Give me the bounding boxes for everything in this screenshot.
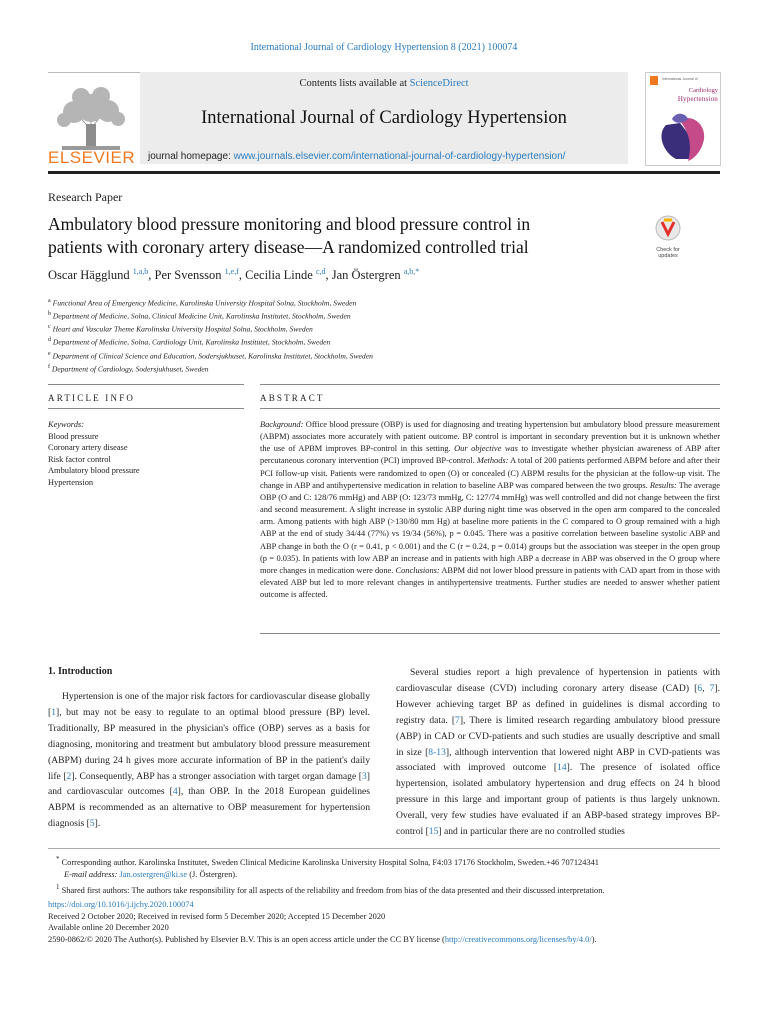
intro-paragraph	[48, 689, 370, 832]
author-affil-marks[interactable]: a,b,*	[403, 267, 420, 276]
affiliation-list	[48, 296, 373, 375]
affiliation-item	[48, 296, 373, 309]
footnote-rule	[48, 848, 720, 849]
contents-prefix: Contents lists available at	[299, 78, 410, 89]
footnote-text: Corresponding author. Karolinska Institutet, Sweden Clinical Medicine Karolinska University Hospital Solna, F4:03 17176 Stockholm, Sweden.+46 707124341	[61, 857, 599, 867]
intro-left-column	[48, 689, 370, 832]
author-name[interactable]: Oscar Hägglund	[48, 268, 130, 283]
abstract-segment: Office blood pressure (OBP) is used for diagnosing and treating hypertension but ambulatory blood pressure measurement (ABPM) associates more accurately with patient outcome. BP control is important in secondary prevention but it is unknown whether the use of APBM improves BP-control in this setting.	[260, 420, 720, 454]
badge-label	[648, 247, 688, 259]
cover-title-line2: Cardiology	[688, 87, 718, 94]
citation-link[interactable]: 8-13	[428, 746, 446, 758]
author-affil-marks[interactable]: c,d	[315, 267, 326, 276]
abstract-heading: ABSTRACT	[260, 393, 325, 403]
cover-title-line3: Hypertension	[677, 95, 718, 103]
elsevier-wordmark: ELSEVIER	[48, 148, 136, 167]
citation-link[interactable]: 3	[361, 770, 367, 782]
license-prefix: 2590-0862/© 2020 The Author(s). Published by Elsevier B.V. This is an open access article under the CC BY license (	[48, 935, 445, 945]
citation-link[interactable]: 5	[89, 818, 95, 830]
abstract-segment: Results:	[649, 480, 677, 490]
affiliation-item	[48, 335, 373, 348]
keyword: Blood pressure	[48, 431, 99, 441]
author-affil-marks[interactable]: 1,e,f	[224, 267, 239, 276]
paper-title-line-2: patients with coronary artery disease—A randomized controlled trial	[48, 237, 529, 257]
affiliation-text: Department of Medicine, Solna, Cardiology Unit, Karolinska Institutet, Stockholm, Sweden	[52, 337, 331, 347]
abstract-text	[260, 419, 720, 601]
affiliation-key: e	[48, 350, 51, 357]
abstract-bottom-rule	[260, 633, 720, 634]
author-list	[48, 267, 419, 283]
footnote-corresponding	[48, 853, 720, 869]
abstract-segment: Methods:	[476, 456, 509, 466]
citation-link[interactable]: 2	[66, 770, 72, 782]
article-info-top-rule	[48, 384, 244, 385]
badge-line-1: Check for	[656, 247, 680, 253]
text-run: ].	[94, 818, 101, 830]
journal-homepage	[148, 151, 565, 162]
text-run: ]. The presence of isolated office hypertension, isolated ambulatory hypertension and drug effects on 24 h blood pressure in this large and important group of patients is thus largely unknown. Overall, very few studies have evaluated if an ABP-based strategy improves BP-control [	[396, 762, 720, 838]
citation-link[interactable]: 7	[455, 714, 460, 726]
affiliation-text: Department of Medicine, Solna, Clinical Medicine Unit, Karolinska Institutet, Stockholm, Sweden	[52, 311, 351, 321]
citation-link[interactable]: 6	[697, 682, 703, 694]
affiliation-text: Department of Cardiology, Sodersjukhuset, Sweden	[51, 364, 209, 374]
affiliation-text: Department of Clinical Science and Education, Sodersjukhuset, Karolinska Institutet, Stockholm, Sweden	[52, 351, 373, 361]
author-separator: ,	[325, 268, 332, 283]
check-for-updates-badge[interactable]	[648, 214, 688, 258]
keyword: Hypertension	[48, 477, 94, 487]
abstract-top-rule	[260, 384, 720, 385]
article-info-sub-rule	[48, 408, 244, 409]
paper-title-line-1: Ambulatory blood pressure monitoring and blood pressure control in	[48, 214, 531, 234]
text-run: Hypertension is one of the major risk factors for cardiovascular disease globally [	[48, 691, 370, 718]
affiliation-item	[48, 362, 373, 375]
citation-link[interactable]: 4	[172, 786, 178, 798]
footnote-shared	[48, 881, 720, 897]
citation-link[interactable]: 1	[51, 706, 56, 718]
text-run: ] and cardiovascular outcomes [	[48, 770, 370, 798]
text-run: ,	[702, 682, 710, 694]
received-dates: Received 2 October 2020; Received in revised form 5 December 2020; Accepted 15 December 2020	[48, 911, 386, 921]
homepage-link[interactable]: www.journals.elsevier.com/international-journal-of-cardiology-hypertension/	[233, 151, 566, 162]
abstract-segment: Background:	[260, 420, 304, 429]
available-online: Available online 20 December 2020	[48, 923, 169, 933]
text-run: ]. Consequently, ABP has a stronger association with target organ damage [	[71, 770, 362, 782]
affiliation-item	[48, 349, 373, 362]
keyword: Coronary artery disease	[48, 443, 128, 453]
journal-title: International Journal of Cardiology Hypertension	[201, 108, 567, 128]
affiliation-key: d	[48, 337, 51, 344]
affiliation-text: Heart and Vascular Theme Karolinska University Hospital Solna, Stockholm, Sweden	[52, 324, 313, 334]
article-info-heading: ARTICLE INFO	[48, 393, 136, 403]
license-line	[48, 934, 728, 946]
text-run: ], There is limited research regarding ambulatory blood pressure (ABP) in CAD or CVD-patients and such studies are usually descriptive and small in size [	[396, 714, 720, 758]
citation-link[interactable]: 15	[428, 826, 439, 838]
header-thick-rule	[48, 171, 720, 174]
text-run: ]. However achieving target BP as defined in guidelines is dismal according to registry data. [	[396, 682, 720, 726]
email-link[interactable]: Jan.ostergren@ki.se	[119, 869, 188, 879]
keyword: Risk factor control	[48, 454, 111, 464]
author-affil-marks[interactable]: 1,a,b	[132, 267, 149, 276]
footnote-text: Shared first authors: The authors take responsibility for all aspects of the reliability and freedom from bias of the data presented and their discussed interpretation.	[61, 885, 605, 895]
author-name[interactable]: Cecilia Linde	[245, 268, 313, 283]
abstract-segment: Conclusions:	[395, 565, 440, 575]
section-heading-introduction: 1. Introduction	[48, 666, 113, 677]
license-link[interactable]: http://creativecommons.org/licenses/by/4.0/	[444, 935, 592, 945]
citation-link[interactable]: 7	[709, 682, 715, 694]
abstract-segment: A total of 200 patients performed ABPM before and after their PCI follow-up visit. Patients were randomized to open (O) or concealed (C) ABPM results for the physician at the follow-up visit. The change in ABP and antihypertensive medication in relation to baseline ABP was compared between the two groups.	[260, 456, 720, 490]
abstract-segment: to investigate whether physician awareness of ABP after percutaneous coronary intervention (PCI) improved BP-control.	[260, 444, 720, 466]
affiliation-item	[48, 309, 373, 322]
cover-title-line1: International Journal of	[662, 77, 698, 81]
citation-link[interactable]: 14	[557, 762, 567, 774]
email-suffix: (J. Östergren).	[187, 869, 238, 879]
text-run: Several studies report a high prevalence of hypertension in patients with cardiovascular disease (CVD) including coronary artery disease (CAD) [	[396, 667, 720, 694]
journal-cover[interactable]	[645, 72, 721, 166]
homepage-label: journal homepage:	[148, 151, 234, 162]
affiliation-key: b	[48, 311, 51, 318]
author-name[interactable]: Jan Östergren	[331, 268, 401, 283]
badge-line-2: updates	[658, 253, 678, 259]
journal-reference[interactable]: International Journal of Cardiology Hypertension 8 (2021) 100074	[250, 42, 518, 53]
affiliation-item	[48, 322, 373, 335]
text-run: ], but may not be easy to regulate to an optimal blood pressure (BP) level. Traditionally, BP measured in the physician's office (OBP) serves as a basis for diagnosing, monitoring and treatment but ambulatory blood pressure measurement (ABPM) during 24 h gives more accurate information of BP in the patient's daily life [	[48, 706, 370, 782]
text-run: ] and in particular there are no controlled studies	[438, 826, 625, 838]
affiliation-key: f	[48, 363, 50, 370]
author-separator: ,	[148, 268, 155, 283]
check-updates-icon	[648, 214, 688, 242]
email-label: E-mail address:	[64, 869, 118, 879]
keywords-label: Keywords:	[48, 420, 84, 429]
intro-right-column	[396, 665, 720, 840]
author-name[interactable]: Per Svensson	[154, 268, 222, 283]
contents-line	[140, 78, 628, 89]
paper-title	[48, 213, 608, 259]
keywords-block	[48, 419, 140, 489]
license-suffix: ).	[591, 935, 597, 945]
text-run: ], than OBP. In the 2018 European guidelines ABPM is recommended as an alternative to OBP measurement for hypertension diagnosis [	[48, 786, 370, 830]
author-separator: ,	[238, 268, 246, 283]
footnote-mark: *	[56, 855, 60, 863]
footnote-mark: 1	[56, 882, 60, 891]
footnotes	[48, 853, 720, 897]
text-run: ], although intervention that lowered night ABP in CVD-patients was associated with improved outcome [	[396, 746, 720, 774]
sciencedirect-link[interactable]: ScienceDirect	[409, 78, 469, 89]
abstract-segment: The average OBP (O and C: 128/76 mmHg) and ABP (O: 123/73 mmHg, C: 127/74 mmHg) was well controlled and did not change between the first and second measurement. A slight increase in systolic ABP during night time was observed in the open arm compared to the concealed arm. Among patients with high ABP (>130/80 mm Hg) at baseline more patients in the C compared to O group remained with a high ABP at the end of study 34/44 (77%) vs 19/34 (56%), p = 0.045. There was a positive correlation between baseline systolic ABP and ABP change in both the O (r = 0.41, p < 0.001) and the C (r = 0.24, p = 0.014) groups but the association was steeper in the open group (p = 0.035). In patients with low ABP an increase and in patients with high ABP a decrease in ABP was observed in the O group where more changes in medication were done.	[260, 480, 720, 575]
affiliation-text: Functional Area of Emergency Medicine, Karolinska University Hospital Solna, Stockholm, Sweden	[52, 298, 357, 308]
abstract-segment: ABPM did not lower blood pressure in patients with CAD apart from in those with elevated ABP but led to more relevant changes in antihypertensive treatments. Further studies are needed to answer whether patient outcome is affected.	[260, 565, 720, 600]
affiliation-key: c	[48, 324, 51, 331]
article-history	[48, 899, 728, 946]
affiliation-key: a	[48, 298, 51, 304]
keyword: Ambulatory blood pressure	[48, 466, 140, 476]
intro-paragraph	[396, 665, 720, 840]
abstract-sub-rule	[260, 408, 720, 409]
paper-type: Research Paper	[48, 190, 123, 204]
footnote-email	[48, 869, 720, 881]
doi-link[interactable]: https://doi.org/10.1016/j.ijchy.2020.100074	[48, 900, 194, 909]
abstract-segment: Our objective was	[454, 444, 518, 454]
